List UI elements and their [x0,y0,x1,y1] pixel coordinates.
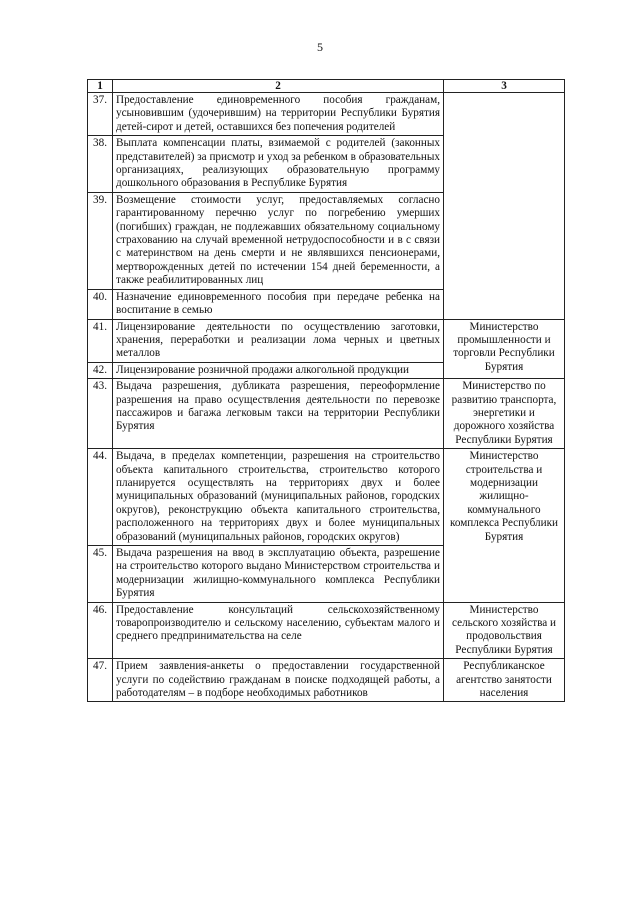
service-name: Назначение единовременного пособия при передаче ребенка на воспитание в семью [113,289,444,319]
service-name: Прием заявления-анкеты о предоставлении государственной услуги по содействию гражданам в поиске подходящей работы, а работодателям – в подборе необходимых работников [113,659,444,702]
table-row [88,93,565,136]
org-construction: Министерство строительства и модернизации жилищно-коммунального комплекса Республики Бурятия [444,449,565,602]
row-number: 45. [88,546,113,603]
column-header-1: 1 [88,80,113,93]
row-number: 46. [88,602,113,659]
row-number: 43. [88,379,113,449]
org-transport: Министерство по развитию транспорта, энергетики и дорожного хозяйства Республики Бурятия [444,379,565,449]
service-name: Лицензирование деятельности по осуществлению заготовки, хранения, переработки и реализации лома черных и цветных металлов [113,319,444,362]
org-employment: Республиканское агентство занятости населения [444,659,565,702]
service-name: Возмещение стоимости услуг, предоставляемых согласно гарантированному перечню услуг по погребению умерших (погибших) граждан, не подлежавших обязательному социальному страхованию на случай временной нетрудоспособности и в с связи с материнством на день смерти и не являвшихся пенсионерами, мертворожденных детей по истечении 154 дней беременности, а также реабилитированных лиц [113,192,444,289]
column-header-2: 2 [113,80,444,93]
table-row [88,449,565,546]
table-row [88,319,565,362]
services-table [87,79,565,702]
row-number: 42. [88,362,113,378]
service-name: Выдача разрешения на ввод в эксплуатацию объекта, разрешение на строительство которого выдано Министерством строительства и модернизации жилищно-коммунального комплекса Республики Бурятия [113,546,444,603]
row-number: 40. [88,289,113,319]
page-number: 5 [317,40,323,54]
column-header-3: 3 [444,80,565,93]
service-name: Предоставление единовременного пособия гражданам, усыновившим (удочерившим) на территории Республики Бурятия детей-сирот и детей, оставшихся без попечения родителей [113,93,444,136]
service-name: Лицензирование розничной продажи алкогольной продукции [113,362,444,378]
service-name: Выплата компенсации платы, взимаемой с родителей (законных представителей) за присмотр и уход за ребенком в образовательных организациях, реализующих образовательную программу дошкольного образования в Республике Бурятия [113,136,444,193]
row-number: 39. [88,192,113,289]
org-cell-empty [444,93,565,320]
table-header-row [88,80,565,93]
table-row [88,379,565,449]
org-agriculture: Министерство сельского хозяйства и продовольствия Республики Бурятия [444,602,565,659]
service-name: Выдача, в пределах компетенции, разрешения на строительство объекта капитального строительства, строительство которого планируется осуществлять на территориях двух и более муниципальных образований (муниципальных районов, городских округов), реконструкцию объекта капитального строительства, расположенного на территориях двух и более муниципальных образований (муниципальных районов, городских округов) [113,449,444,546]
table-row [88,659,565,702]
row-number: 41. [88,319,113,362]
service-name: Предоставление консультаций сельскохозяйственному товаропроизводителю и сельскому населению, субъектам малого и среднего предпринимательства на селе [113,602,444,659]
row-number: 47. [88,659,113,702]
row-number: 38. [88,136,113,193]
table-row [88,602,565,659]
org-industry: Министерство промышленности и торговли Республики Бурятия [444,319,565,379]
service-name: Выдача разрешения, дубликата разрешения, переоформление разрешения на право осуществления деятельности по перевозке пассажиров и багажа легковым такси на территории Республики Бурятия [113,379,444,449]
row-number: 44. [88,449,113,546]
row-number: 37. [88,93,113,136]
